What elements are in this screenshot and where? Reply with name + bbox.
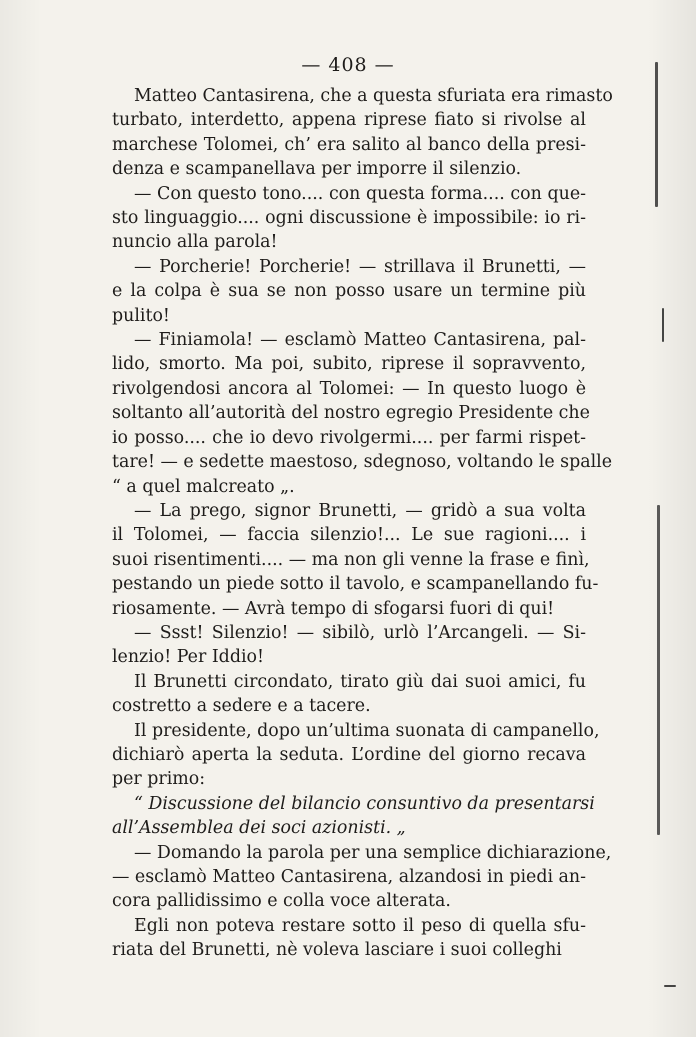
text-line: all’Assemblea dei soci azionisti. „ [112, 818, 406, 839]
text-line: costretto a sedere e a tacere. [112, 696, 371, 717]
text-line: riata del Brunetti, nè voleva lasciare i suoi colleghi [112, 940, 562, 961]
paragraph [112, 841, 612, 914]
text-line: riosamente. — Avrà tempo di sfogarsi fuori di qui! [112, 598, 555, 619]
paragraph [112, 621, 586, 670]
text-line: pulito! [112, 305, 170, 326]
scan-edge-mark [664, 985, 676, 987]
text-line: suoi risentimenti.... — ma non gli venne la frase e finì, [112, 549, 590, 570]
text-line: — Ssst! Silenzio! — sibilò, urlò l’Arcangeli. — Si- [134, 622, 586, 643]
paragraph [112, 914, 586, 963]
text-line: io posso.... che io devo rivolgermi.... per farmi rispet- [112, 427, 586, 448]
paragraph [112, 670, 586, 719]
text-line: — Domando la parola per una semplice dichiarazione, [134, 842, 612, 863]
text-line: Il presidente, dopo un’ultima suonata di campanello, [134, 720, 600, 741]
paragraph [112, 328, 613, 499]
text-line: per primo: [112, 769, 206, 790]
paragraph [112, 719, 600, 792]
body-text [112, 84, 613, 963]
text-line: rivolgendosi ancora al Tolomei: — In questo luogo è [112, 378, 586, 399]
text-line: turbato, interdetto, appena riprese fiato si rivolse al [112, 110, 586, 131]
text-line: — Porcherie! Porcherie! — strillava il Brunetti, — [134, 256, 586, 277]
text-line: nuncio alla parola! [112, 232, 278, 253]
text-line: — Con questo tono.... con questa forma.... con que- [134, 183, 586, 204]
scan-edge-mark [657, 505, 660, 835]
text-line: — La prego, signor Brunetti, — gridò a sua volta [134, 500, 586, 521]
page-number: — 408 — [301, 54, 395, 76]
text-line: lenzio! Per Iddio! [112, 647, 264, 668]
text-line: tare! — e sedette maestoso, sdegnoso, voltando le spalle [112, 452, 613, 473]
text-line: — esclamò Matteo Cantasirena, alzandosi in piedi an- [112, 867, 586, 887]
text-line: cora pallidissimo e colla voce alterata. [112, 891, 451, 912]
text-line: denza e scampanellava per imporre il silenzio. [112, 159, 522, 180]
text-line: sto linguaggio.... ogni discussione è impossibile: io ri- [112, 208, 586, 229]
text-line: pestando un piede sotto il tavolo, e scampanellando fu- [112, 574, 599, 595]
paragraph [112, 84, 613, 182]
text-line: Il Brunetti circondato, tirato giù dai suoi amici, fu [134, 671, 586, 692]
scan-edge-mark [662, 308, 664, 342]
text-line: e la colpa è sua se non posso usare un termine più [112, 281, 586, 302]
text-line: “ Discussione del bilancio consuntivo da presentarsi [134, 793, 595, 814]
text-line: dichiarò aperta la seduta. L’ordine del giorno recava [112, 744, 586, 765]
paragraph [112, 499, 599, 621]
text-line: Matteo Cantasirena, che a questa sfuriata era rimasto [134, 86, 613, 106]
text-line: Egli non poteva restare sotto il peso di quella sfu- [134, 915, 586, 936]
text-line: il Tolomei, — faccia silenzio!... Le sue ragioni.... i [112, 525, 586, 546]
paragraph [112, 792, 595, 841]
text-line: lido, smorto. Ma poi, subito, riprese il sopravvento, [112, 354, 586, 375]
text-line: — Finiamola! — esclamò Matteo Cantasirena, pal- [134, 330, 586, 351]
paragraph [112, 182, 586, 255]
text-line: soltanto all’autorità del nostro egregio Presidente che [112, 403, 590, 424]
paragraph [112, 255, 586, 328]
text-line: “ a quel malcreato „. [112, 476, 295, 497]
text-line: marchese Tolomei, ch’ era salito al banco della presi- [112, 134, 586, 155]
scan-edge-mark [655, 62, 658, 207]
